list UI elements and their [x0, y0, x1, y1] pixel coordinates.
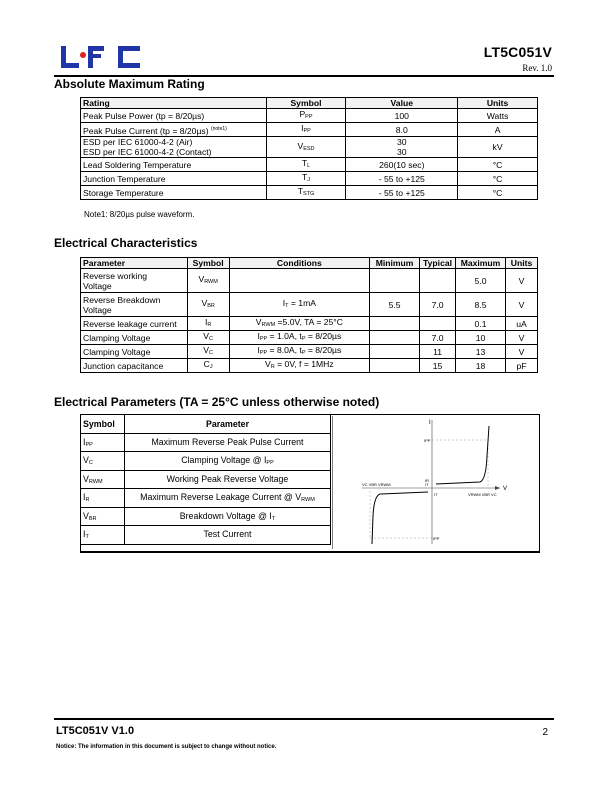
right-voltage-labels: VRWM VBR VC — [468, 492, 497, 497]
table-row — [81, 137, 538, 158]
abs-max-title: Absolute Maximum Rating — [54, 77, 205, 91]
symbol-cell: $T_J$ — [266, 172, 346, 186]
units-cell: A — [458, 123, 538, 137]
symbol-cell: $P_{PP}$ — [266, 109, 346, 123]
it-label: IT — [425, 482, 429, 487]
table-row — [81, 109, 538, 123]
max-cell: 5.0 — [456, 269, 506, 293]
table-row — [81, 172, 538, 186]
param-cell: Test Current — [124, 526, 330, 545]
col-header: Units — [458, 98, 538, 109]
units-cell: pF — [506, 359, 538, 373]
abs-max-table — [80, 97, 538, 200]
units-cell: °C — [458, 186, 538, 200]
rating-cell: ESD per IEC 61000-4-2 (Air) ESD per IEC 61000-4-2 (Contact) — [81, 137, 267, 158]
cond-cell: $I_{PP} = 8.0A$, $t_P = 8/20\mu s$ — [229, 345, 369, 359]
typ-cell — [420, 269, 456, 293]
max-cell: 10 — [456, 331, 506, 345]
typ-cell: 11 — [420, 345, 456, 359]
typ-cell — [420, 317, 456, 331]
v-axis-arrow-icon — [495, 486, 500, 490]
table-row — [81, 470, 331, 489]
cond-cell: $V_{RWM} =5.0V$, TA = 25°C — [229, 317, 369, 331]
param-cell: Working Peak Reverse Voltage — [124, 470, 330, 489]
table-row — [81, 186, 538, 200]
param-cell: Junction capacitance — [81, 359, 188, 373]
value-cell: - 55 to +125 — [346, 186, 458, 200]
axis-v-label: V — [503, 486, 508, 492]
col-header: Minimum — [370, 258, 420, 269]
symbol-cell: $V_C$ — [187, 331, 229, 345]
param-cell: Reverse working Voltage — [81, 269, 188, 293]
revision: Rev. 1.0 — [522, 63, 552, 73]
col-header: Rating — [81, 98, 267, 109]
units-cell: V — [506, 293, 538, 317]
page-number: 2 — [542, 727, 548, 738]
footer-rule — [54, 718, 554, 720]
table-row — [81, 158, 538, 172]
value-cell: 260(10 sec) — [346, 158, 458, 172]
max-cell: 18 — [456, 359, 506, 373]
table-header-row — [81, 98, 538, 109]
rating-cell: Peak Pulse Current (tp = 8/20µs) $^{(note1)}$ — [81, 123, 267, 137]
left-voltage-labels: VC VBR VRWM — [362, 482, 391, 487]
symbol-cell: $I_{PP}$ — [81, 433, 125, 452]
units-cell: V — [506, 345, 538, 359]
table-row — [81, 489, 331, 508]
units-cell: V — [506, 269, 538, 293]
it-label-2: IT — [434, 492, 438, 497]
symbol-cell: $I_R$ — [187, 317, 229, 331]
symbol-cell: $V_C$ — [187, 345, 229, 359]
table-row — [81, 317, 538, 331]
symbol-cell: $C_J$ — [187, 359, 229, 373]
min-cell — [370, 331, 420, 345]
rating-cell: Junction Temperature — [81, 172, 267, 186]
value-cell: 8.0 — [346, 123, 458, 137]
iv-curve-forward — [436, 426, 489, 484]
min-cell: 5.5 — [370, 293, 420, 317]
rating-cell: Peak Pulse Power (tp = 8/20µs) — [81, 109, 267, 123]
units-cell: °C — [458, 158, 538, 172]
ir-label: IR — [425, 478, 429, 483]
rating-cell: Lead Soldering Temperature — [81, 158, 267, 172]
footer-notice: Notice: The information in this document is subject to change without notice. — [56, 744, 277, 750]
cond-cell: $I_{PP} = 1.0A$, $t_P = 8/20\mu s$ — [229, 331, 369, 345]
param-cell: Reverse Breakdown Voltage — [81, 293, 188, 317]
typ-cell: 7.0 — [420, 293, 456, 317]
symbol-cell: $T_{STG}$ — [266, 186, 346, 200]
max-cell: 13 — [456, 345, 506, 359]
symbol-cell: $I_R$ — [81, 489, 125, 508]
table-row — [81, 526, 331, 545]
symbol-cell: $V_{ESD}$ — [266, 137, 346, 158]
note-text: Note1: 8/20µs pulse waveform. — [84, 210, 195, 219]
min-cell — [370, 317, 420, 331]
elec-char-table — [80, 257, 538, 373]
iv-curve-reverse — [372, 492, 428, 544]
table-row — [81, 359, 538, 373]
symbol-cell: $V_{RWM}$ — [81, 470, 125, 489]
symbol-cell: $T_L$ — [266, 158, 346, 172]
typ-cell: 15 — [420, 359, 456, 373]
param-cell: Maximum Reverse Peak Pulse Current — [124, 433, 330, 452]
col-header: Typical — [420, 258, 456, 269]
param-cell: Clamping Voltage @ $I_{PP}$ — [124, 452, 330, 471]
units-cell: V — [506, 331, 538, 345]
param-cell: Clamping Voltage — [81, 345, 188, 359]
value-cell: - 55 to +125 — [346, 172, 458, 186]
units-cell: uA — [506, 317, 538, 331]
value-cell: 100 — [346, 109, 458, 123]
table-header-row — [81, 415, 331, 434]
cond-cell — [229, 269, 369, 293]
cond-cell: $V_R = 0V$, f = 1MHz — [229, 359, 369, 373]
iv-characteristic-diagram — [332, 416, 536, 549]
col-header: Symbol — [81, 415, 125, 434]
col-header: Symbol — [266, 98, 346, 109]
elec-params-title: Electrical Parameters (TA = 25°C unless otherwise noted) — [54, 395, 380, 409]
units-cell: Watts — [458, 109, 538, 123]
table-row — [81, 293, 538, 317]
symbol-cell: $V_{BR}$ — [81, 507, 125, 526]
symbol-cell: $V_{BR}$ — [187, 293, 229, 317]
symbol-cell: $V_{RWM}$ — [187, 269, 229, 293]
lfc-logo — [60, 43, 142, 71]
elec-char-title: Electrical Characteristics — [54, 236, 198, 250]
axis-i-label: I — [429, 420, 431, 426]
table-row — [81, 452, 331, 471]
typ-cell: 7.0 — [420, 331, 456, 345]
col-header: Parameter — [124, 415, 330, 434]
table-header-row — [81, 258, 538, 269]
col-header: Conditions — [229, 258, 369, 269]
table-row — [81, 433, 331, 452]
elec-params-table — [80, 414, 331, 545]
ipp-top-label: IPP — [424, 438, 431, 443]
table-row — [81, 331, 538, 345]
col-header: Parameter — [81, 258, 188, 269]
value-cell: 30 30 — [346, 137, 458, 158]
max-cell: 8.5 — [456, 293, 506, 317]
cond-cell: $I_T = 1mA$ — [229, 293, 369, 317]
col-header: Maximum — [456, 258, 506, 269]
param-cell: Maximum Reverse Leakage Current @ $V_{RWM}$ — [124, 489, 330, 508]
symbol-cell: $I_{PP}$ — [266, 123, 346, 137]
table-row — [81, 507, 331, 526]
table-row — [81, 345, 538, 359]
units-cell: kV — [458, 137, 538, 158]
col-header: Value — [346, 98, 458, 109]
param-cell: Breakdown Voltage @ $I_T$ — [124, 507, 330, 526]
param-cell: Reverse leakage current — [81, 317, 188, 331]
param-cell: Clamping Voltage — [81, 331, 188, 345]
table-row — [81, 123, 538, 137]
min-cell — [370, 345, 420, 359]
symbol-cell: $I_T$ — [81, 526, 125, 545]
table-row — [81, 269, 538, 293]
symbol-cell: $V_C$ — [81, 452, 125, 471]
ipp-bottom-label: IPP — [433, 536, 440, 541]
units-cell: °C — [458, 172, 538, 186]
col-header: Units — [506, 258, 538, 269]
col-header: Symbol — [187, 258, 229, 269]
rating-cell: Storage Temperature — [81, 186, 267, 200]
min-cell — [370, 359, 420, 373]
part-number: LT5C051V — [483, 44, 552, 60]
footer-title: LT5C051V V1.0 — [56, 725, 135, 737]
min-cell — [370, 269, 420, 293]
max-cell: 0.1 — [456, 317, 506, 331]
